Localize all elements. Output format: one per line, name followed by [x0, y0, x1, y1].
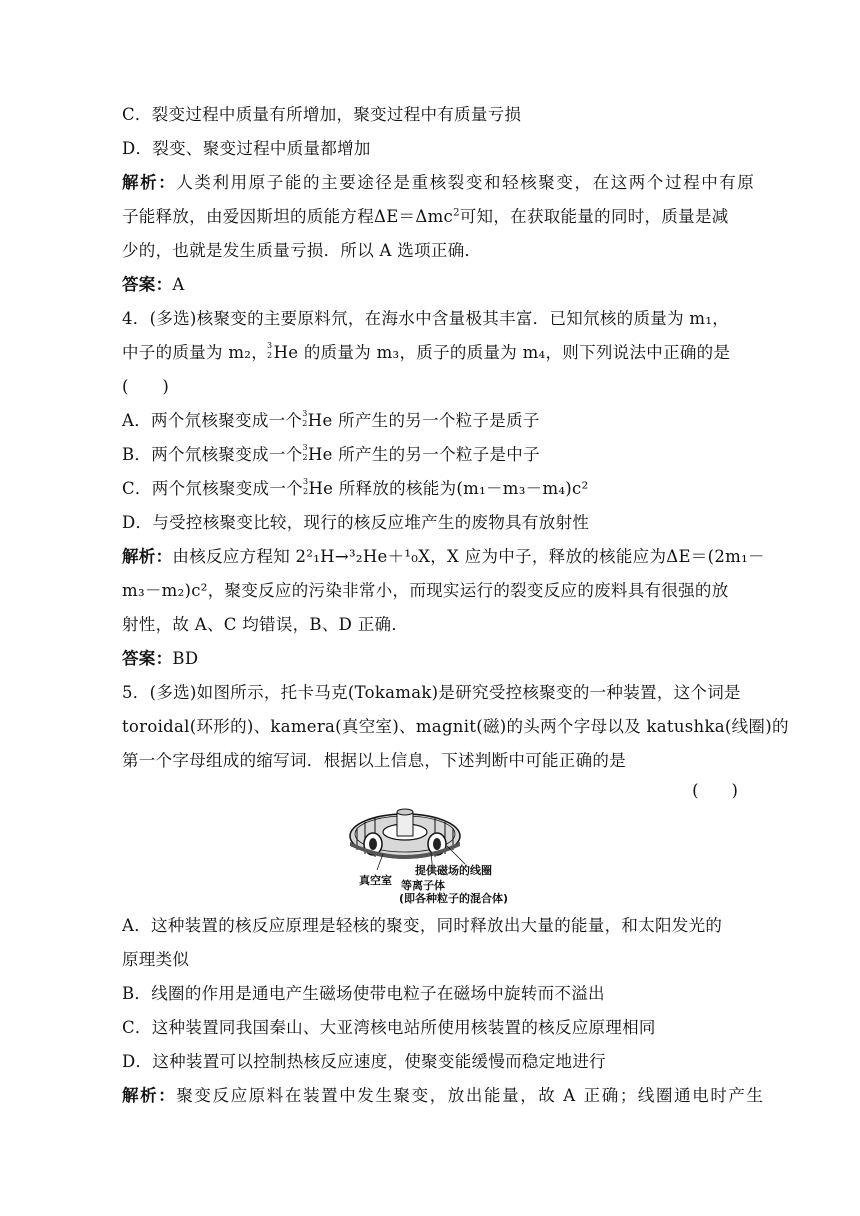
q4-stem-line-1: 4．(多选)核聚变的主要原料氘，在海水中含量极其丰富．已知氘核的质量为 m₁，	[122, 309, 730, 328]
answer-label: 答案：	[122, 649, 173, 668]
q5-stem-line-1: 5．(多选)如图所示，托卡马克(Tokamak)是研究受控核聚变的一种装置，这个词是	[122, 683, 741, 702]
q4-stem-line-3: ( )	[122, 377, 170, 396]
q3-analysis-line-3: 少的，也就是发生质量亏损．所以 A 选项正确．	[122, 241, 482, 260]
helium-nuclide-symbol: 3 2	[302, 477, 309, 496]
coil-caption: 提供磁场的线圈	[415, 864, 492, 877]
option-text: He 所释放的核能为(m₁－m₃－m₄)c²	[308, 479, 589, 498]
analysis-label: 解析：	[122, 1086, 177, 1105]
q3-analysis-line-1	[122, 171, 756, 195]
option-text: A．两个氘核聚变成一个	[122, 411, 303, 430]
analysis-text: 聚变反应原料在装置中发生聚变，放出能量，故 A 正确；线圈通电时产生	[176, 1086, 765, 1105]
q5-option-b: B．线圈的作用是通电产生磁场使带电粒子在磁场中旋转而不溢出	[122, 984, 605, 1003]
stem-text: 中子的质量为 m₂，	[122, 343, 269, 362]
q4-analysis-line-2: m₃－m₂)c²，聚变反应的污染非常小，而现实运行的裂变反应的废料具有很强的放	[122, 581, 729, 600]
q4-stem-line-2	[122, 341, 738, 365]
q5-answer-parentheses: ( )	[692, 781, 738, 800]
q5-option-c: C．这种装置同我国秦山、大亚湾核电站所使用核装置的核反应原理相同	[122, 1018, 656, 1037]
q4-option-b	[122, 443, 738, 467]
answer-value: BD	[172, 649, 199, 668]
q3-analysis-line-2: 子能释放，由爱因斯坦的质能方程ΔE＝Δmc$^2$可知，在获取能量的同时，质量是减	[122, 207, 729, 226]
vacuum-chamber-caption: 真空室	[359, 874, 392, 887]
q4-answer	[122, 647, 738, 671]
particle-mixture-caption: (即各种粒子的混合体)	[399, 892, 509, 905]
helium-nuclide-symbol: 3 2	[267, 341, 273, 360]
option-text: C．两个氘核聚变成一个	[122, 479, 303, 498]
q4-analysis-line-3: 射性，故 A、C 均错误，B、D 正确．	[122, 615, 409, 634]
analysis-text: 由核反应方程知 2²₁H→³₂He＋¹₀X，X 应为中子，释放的核能应为ΔE＝(2m₁－	[172, 547, 765, 566]
answer-value: A	[172, 275, 185, 294]
q3-answer	[122, 273, 738, 297]
plasma-caption: 等离子体	[401, 879, 445, 892]
q5-analysis-line-1	[122, 1084, 765, 1108]
q4-option-c	[122, 477, 738, 501]
q3-option-d: D．裂变、聚变过程中质量都增加	[122, 139, 371, 158]
analysis-text: 可知，在获取能量的同时，质量是减	[459, 207, 729, 226]
q5-stem-line-2: toroidal(环形的)、kamera(真空室)、magnit(磁)的头两个字母以及 katushka(线圈)的	[122, 717, 789, 736]
option-text: He 所产生的另一个粒子是中子	[307, 445, 540, 464]
analysis-label: 解析：	[122, 547, 173, 566]
q5-option-a-line-2: 原理类似	[122, 950, 190, 969]
option-text: B．两个氘核聚变成一个	[122, 445, 303, 464]
helium-nuclide-symbol: 3 2	[302, 409, 308, 428]
q5-option-d: D．这种装置可以控制热核反应速度，使聚变能缓慢而稳定地进行	[122, 1052, 606, 1071]
q4-option-a	[122, 409, 738, 433]
q5-option-a-line-1: A．这种装置的核反应原理是轻核的聚变，同时释放出大量的能量，和太阳发光的	[122, 916, 723, 935]
analysis-label: 解析：	[122, 173, 177, 192]
analysis-text: 人类利用原子能的主要途径是重核裂变和轻核聚变，在这两个过程中有原	[176, 173, 756, 192]
q4-analysis-line-1	[122, 545, 765, 569]
option-text: He 所产生的另一个粒子是质子	[307, 411, 540, 430]
q5-stem-line-3: 第一个字母组成的缩写词．根据以上信息，下述判断中可能正确的是	[122, 751, 626, 770]
helium-nuclide-symbol: 3 2	[302, 443, 308, 462]
q3-option-c: C．裂变过程中质量有所增加，聚变过程中有质量亏损	[122, 105, 522, 124]
analysis-text: 子能释放，由爱因斯坦的质能方程ΔE＝Δmc	[122, 207, 454, 226]
tokamak-figure	[335, 806, 535, 904]
q4-option-d: D．与受控核聚变比较，现行的核反应堆产生的废物具有放射性	[122, 513, 590, 532]
answer-label: 答案：	[122, 275, 173, 294]
stem-text: He 的质量为 m₃，质子的质量为 m₄，则下列说法中正确的是	[273, 343, 731, 362]
